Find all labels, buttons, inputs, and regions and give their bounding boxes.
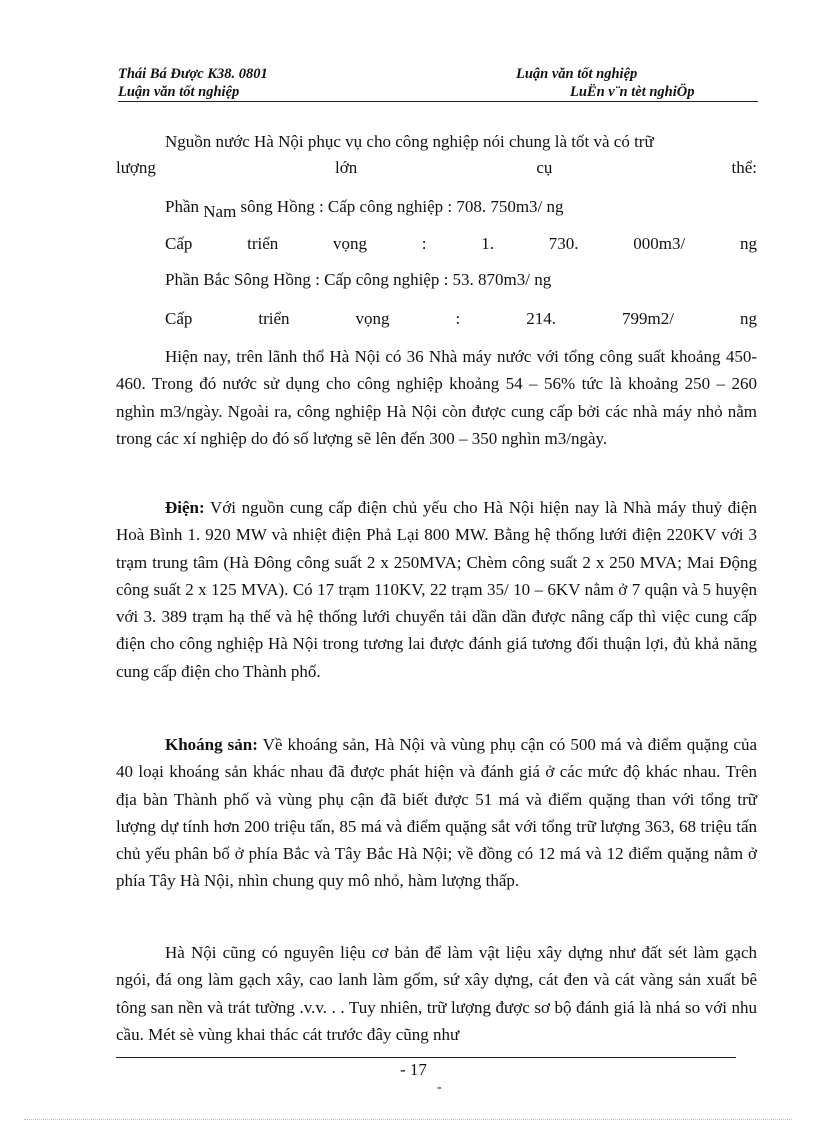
supply-south-subscript: Nam	[203, 202, 237, 221]
supply-south: Phần Nam sông Hồng : Cấp công nghiệp : 708. 750m3/ ng	[165, 197, 564, 221]
page-bottom-border	[24, 1119, 792, 1120]
power-label: Điện:	[165, 498, 205, 517]
header-title-left: Luận văn tốt nghiệp	[118, 84, 240, 100]
page-number: - 17	[400, 1060, 427, 1079]
paragraph-materials: Hà Nội cũng có nguyên liệu cơ bản để làm vật liệu xây dựng như đất sét làm gạch ngói, đá ong làm gạch xây, cao lanh làm gốm, sứ xây dựng, cát đen và cát vàng sản xuất bê tông san nền và trát tường .v.v. . . Tuy nhiên, trữ lượng được sơ bộ đánh giá là nhá so với nhu cầu. Mét sè vùng khai thác cát trước đây cũng như	[116, 943, 757, 1044]
paragraph-minerals: Khoáng sản: Về khoáng sản, Hà Nội và vùng phụ cận có 500 má và điểm quặng của 40 loại khoáng sản khác nhau đã được phát hiện và đánh giá ở các mức độ khác nhau. Trên địa bàn Thành phố và vùng phụ cận đã biết được 51 má và điểm quặng than với tổng trữ lượng dự tính hơn 200 triệu tấn, 85 má và điểm quặng sắt với tổng trữ lượng 363, 68 triệu tấn chủ yếu phân bố ở phía Bắc và Tây Bắc Hà Nội; về đồng có 12 má và 12 điểm quặng nằm ở phía Tây Hà Nội, nhìn chung quy mô nhỏ, hàm lượng thấp.	[116, 735, 757, 891]
footer-rule	[116, 1057, 736, 1058]
paragraph-power: Điện: Với nguồn cung cấp điện chủ yếu cho Hà Nội hiện nay là Nhà máy thuỷ điện Hoà Bình 1. 920 MW và nhiệt điện Phả Lại 800 MW. Bằng hệ thống lưới điện 220KV với 3 trạm trung tâm (Hà Đông công suất 2 x 250MVA; Chèm công suất 2 x 250 MVA; Mai Động công suất 2 x 125 MVA). Có 17 trạm 110KV, 22 trạm 35/ 10 – 6KV nằm ở 7 quận và 5 huyện với 3. 389 trạm hạ thế và hệ thống lưới chuyển tải dần dần được nâng cấp thì việc cung cấp điện cho công nghiệp Hà Nội trong tương lai được đánh giá tương đối thuận lợi, đủ khả năng cung cấp điện cho Thành phố.	[116, 498, 757, 681]
intro-word: lớn	[335, 158, 358, 177]
running-header-secondary	[118, 84, 758, 102]
header-author: Thái Bá Được K38. 0801	[118, 66, 268, 82]
header-title-right-garbled: LuËn v¨n tèt nghiÖp	[570, 84, 695, 100]
minerals-label: Khoáng sản:	[165, 735, 258, 754]
paragraph-water: Hiện nay, trên lãnh thổ Hà Nội có 36 Nhà máy nước với tổng công suất khoảng 450- 460. Trong đó nước sử dụng cho công nghiệp khoảng 54 – 56% tức là khoảng 250 – 260 nghìn m3/ngày. Ngoài ra, công nghiệp Hà Nội còn được cung cấp bởi các nhà máy nhỏ nằm trong các xí nghiệp do đó số lượng sẽ lên đến 300 – 350 nghìn m3/ngày.	[116, 347, 757, 448]
intro-line-1: Nguồn nước Hà Nội phục vụ cho công nghiệp nói chung là tốt và có trữ	[165, 132, 654, 151]
intro-line-2	[116, 157, 757, 179]
header-title: Luận văn tốt nghiệp	[516, 66, 638, 82]
supply-north-prospect: Cấp triển vọng : 214. 799m2/ ng	[165, 309, 757, 328]
intro-word: cụ	[536, 158, 553, 177]
intro-word: thể:	[731, 158, 757, 177]
page-dash: -	[437, 1080, 442, 1095]
intro-word: lượng	[116, 158, 156, 177]
supply-north: Phần Bắc Sông Hồng : Cấp công nghiệp : 53. 870m3/ ng	[165, 270, 552, 289]
supply-south-prospect: Cấp triển vọng : 1. 730. 000m3/ ng	[165, 234, 757, 253]
